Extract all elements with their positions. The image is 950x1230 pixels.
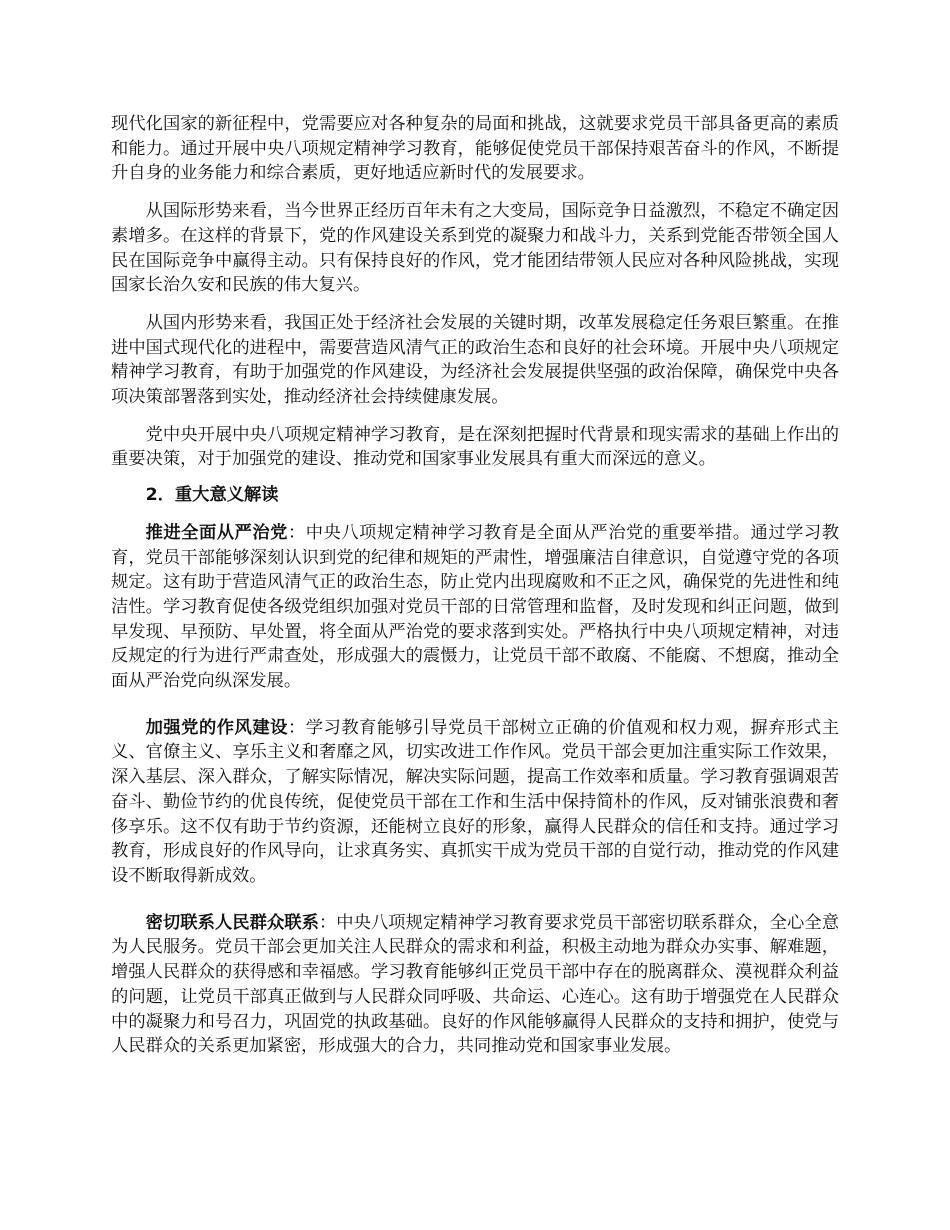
point-body: ：中央八项规定精神学习教育是全面从严治党的重要举措。通过学习教育，党员干部能够深刻认识到党的纪律和规矩的严肃性，增强廉洁自律意识，自觉遵守党的各项规定。这有助于营造风清气正的政治生态，防止党内出现腐败和不正之风，确保党的先进性和纯洁性。学习教育促使各级党组织加强对党员干部的日常管理和监督，及时发现和纠正问题，做到早发现、早预防、早处置，将全面从严治党的要求落到实处。严格执行中央八项规定精神，对违反规定的行为进行严肃查处，形成强大的震慑力，让党员干部不敢腐、不能腐、不想腐，推动全面从严治党向纵深发展。 [111, 522, 839, 692]
point-body: ：学习教育能够引导党员干部树立正确的价值观和权力观，摒弃形式主义、官僚主义、享乐主义和奢靡之风，切实改进工作作风。党员干部会更加注重实际工作效果，深入基层、深入群众，了解实际情况，解决实际问题，提高工作效率和质量。学习教育强调艰苦奋斗、勤俭节约的优良传统，促使党员干部在工作和生活中保持简朴的作风，反对铺张浪费和奢侈享乐。这不仅有助于节约资源，还能树立良好的形象，赢得人民群众的信任和支持。通过学习教育，形成良好的作风导向，让求真务实、真抓实干成为党员干部的自觉行动，推动党的作风建设不断取得新成效。 [111, 717, 839, 886]
point-body: ：中央八项规定精神学习教育要求党员干部密切联系群众，全心全意为人民服务。党员干部会更加关注人民群众的需求和利益，积极主动地为群众办实事、解难题，增强人民群众的获得感和幸福感。学习教育能够纠正党员干部中存在的脱离群众、漠视群众利益的问题，让党员干部真正做到与人民群众同呼吸、共命运、心连心。这有助于增强党在人民群众中的凝聚力和号召力，巩固党的执政基础。良好的作风能够赢得人民群众的支持和拥护，使党与人民群众的关系更加紧密，形成强大的合力，共同推动党和国家事业发展。 [111, 912, 839, 1057]
point-strict-party-governance [111, 521, 839, 694]
paragraph-continuation: 现代化国家的新征程中，党需要应对各种复杂的局面和挑战，这就要求党员干部具备更高的素质和能力。通过开展中央八项规定精神学习教育，能够促使党员干部保持艰苦奋斗的作风，不断提升自身的业务能力和综合素质，更好地适应新时代的发展要求。 [111, 114, 839, 184]
point-lead: 加强党的作风建设 [145, 717, 288, 738]
section-heading: 2．重大意义解读 [145, 485, 279, 506]
point-people-connection [111, 911, 839, 1059]
paragraph-central-decision: 党中央开展中央八项规定精神学习教育，是在深刻把握时代背景和现实需求的基础上作出的重要决策，对于加强党的建设、推动党和国家事业发展具有重大而深远的意义。 [111, 424, 839, 470]
point-lead: 密切联系人民群众联系 [145, 912, 319, 933]
paragraph-domestic-situation: 从国内形势来看，我国正处于经济社会发展的关键时期，改革发展稳定任务艰巨繁重。在推进中国式现代化的进程中，需要营造风清气正的政治生态和良好的社会环境。开展中央八项规定精神学习教育，有助于加强党的作风建设，为经济社会发展提供坚强的政治保障，确保党中央各项决策部署落到实处，推动经济社会持续健康发展。 [111, 312, 839, 408]
point-lead: 推进全面从严治党 [145, 522, 288, 543]
point-work-style [111, 716, 839, 889]
document-page [111, 112, 839, 1059]
paragraph-international-situation: 从国际形势来看，当今世界正经历百年未有之大变局，国际竞争日益激烈，不稳定不确定因素增多。在这样的背景下，党的作风建设关系到党的凝聚力和战斗力，关系到党能否带领全国人民在国际竞争中赢得主动。只有保持良好的作风，党才能团结带领人民应对各种风险挑战，实现国家长治久安和民族的伟大复兴。 [111, 201, 839, 296]
